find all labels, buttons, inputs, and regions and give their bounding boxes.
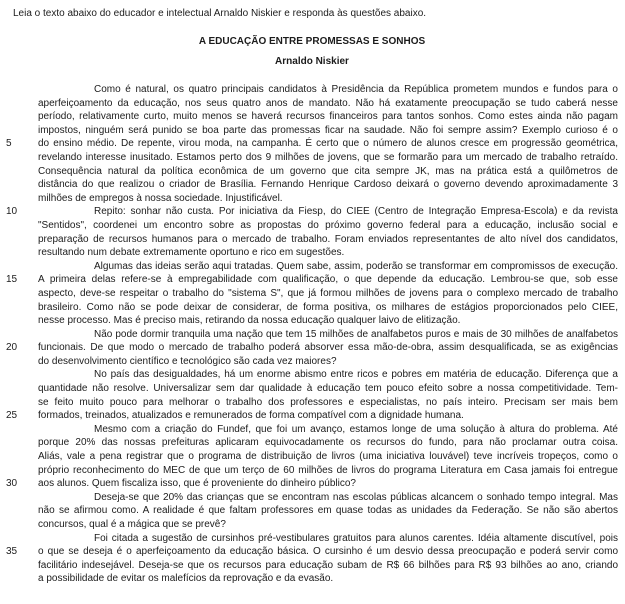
text-line bbox=[6, 192, 618, 206]
line-text bbox=[38, 273, 618, 287]
line-text bbox=[38, 260, 618, 274]
line-text-content: Como é natural, os quatro principais candidatos à Presidência da República prometem mundos e fundos para o bbox=[94, 84, 618, 95]
text-line bbox=[6, 314, 618, 328]
line-text bbox=[38, 518, 618, 532]
text-line bbox=[6, 504, 618, 518]
line-text bbox=[38, 314, 618, 328]
line-text-content: porque 20% das nossas prefeituras aplicaram equivocadamente os recursos do fundo, para não proclamar outra coisa. bbox=[38, 437, 618, 449]
line-number bbox=[6, 301, 38, 315]
text-line bbox=[6, 328, 618, 342]
document-author: Arnaldo Niskier bbox=[275, 56, 349, 67]
text-line bbox=[6, 423, 618, 437]
text-line bbox=[6, 246, 618, 260]
line-text bbox=[38, 382, 618, 396]
line-number bbox=[6, 355, 38, 369]
line-text bbox=[38, 477, 618, 491]
line-text bbox=[38, 110, 618, 124]
line-number: 15 bbox=[6, 274, 18, 286]
document-title: A EDUCAÇÃO ENTRE PROMESSAS E SONHOS bbox=[198, 36, 426, 47]
line-text-content: No país das desigualdades, há um enorme abismo entre ricos e pobres em matéria de educação. Diferença que a bbox=[94, 369, 618, 381]
line-number bbox=[6, 382, 38, 396]
line-text bbox=[38, 532, 618, 546]
line-number: 30 bbox=[6, 478, 18, 490]
text-line bbox=[6, 545, 618, 559]
line-text-content: quantidade não resolve. Universalizar sem dar qualidade à educação tem pouco efeito sobre a nossa competitividade. Tem- bbox=[38, 383, 618, 395]
line-text-content: Aliás, vale a pena registrar que o programa de distribuição de livros (uma iniciativa louvável) teve incríveis tropeços, como o bbox=[38, 451, 618, 463]
line-text bbox=[38, 205, 618, 219]
text-line bbox=[6, 532, 618, 546]
line-number bbox=[6, 178, 38, 192]
line-number bbox=[6, 83, 38, 97]
line-text bbox=[38, 328, 618, 342]
line-text-content: próprio reconhecimento do MEC de que um terço de 60 milhões de livros do programa Literatura em Casa jamais foi entregue bbox=[38, 464, 618, 476]
line-number bbox=[6, 110, 38, 124]
line-number: 5 bbox=[6, 138, 12, 150]
line-text-content: do ensino médio. De repente, virou moda, na campanha. É certo que o número de alunos cresce em progressão geométrica, bbox=[38, 138, 618, 150]
line-number bbox=[6, 260, 38, 274]
text-line bbox=[6, 355, 618, 369]
line-number: 25 bbox=[6, 410, 18, 422]
line-text bbox=[38, 151, 618, 165]
line-text-content: aos alunos. Quem fiscaliza isso, que é proveniente do dinheiro público? bbox=[38, 478, 356, 490]
line-text-content: concursos, qual é a mágica que se prevê? bbox=[38, 519, 226, 530]
text-line bbox=[6, 165, 618, 179]
text-line bbox=[6, 233, 618, 247]
line-text bbox=[38, 124, 618, 138]
line-text bbox=[38, 450, 618, 464]
line-text bbox=[38, 409, 618, 423]
line-text-content: resultando num debate extremamente oportuno e rico em sugestões. bbox=[38, 247, 345, 259]
line-text bbox=[38, 355, 618, 369]
text-line bbox=[6, 450, 618, 464]
line-text bbox=[38, 83, 618, 97]
line-number bbox=[6, 450, 38, 464]
line-text-content: brasileiro. Como não se pode deixar de considerar, de forma positiva, os milhares de estágios proporcionados pelo CIEE, bbox=[38, 301, 618, 313]
line-text bbox=[38, 192, 618, 206]
line-text bbox=[38, 396, 618, 410]
text-line bbox=[6, 559, 618, 573]
text-line bbox=[6, 436, 618, 450]
line-number bbox=[6, 328, 38, 342]
line-number bbox=[6, 464, 38, 478]
text-line bbox=[6, 205, 618, 219]
line-text-content: facilitário indesejável. Deseja-se que os recursos para educação subam de R$ 66 bilhões para R$ 93 bilhões ao ano, criando bbox=[38, 559, 618, 571]
line-number: 35 bbox=[6, 546, 18, 558]
line-text-content: aperfeiçoamento da educação, nos seus quatro anos de mandato. Não há exatamente preocupação se tudo caberá nesse bbox=[38, 97, 618, 109]
text-line bbox=[6, 409, 618, 423]
line-text bbox=[38, 165, 618, 179]
line-text-content: Mesmo com a criação do Fundef, que foi um avanço, estamos longe de uma solução à altura do problema. Até bbox=[94, 423, 618, 435]
line-number: 20 bbox=[6, 342, 18, 354]
text-line bbox=[6, 464, 618, 478]
line-text-content: do desenvolvimento científico e tecnológico são cada vez maiores? bbox=[38, 355, 337, 367]
text-line bbox=[6, 477, 618, 491]
line-number bbox=[6, 233, 38, 247]
line-text bbox=[38, 572, 618, 586]
text-line bbox=[6, 572, 618, 586]
line-text bbox=[38, 97, 618, 111]
text-body bbox=[6, 83, 618, 586]
line-text-content: aspecto, deve-se respeitar o trabalho do "sistema S", que já formou milhões de jovens para o complexo mercado de trabalho bbox=[38, 287, 618, 299]
text-line bbox=[6, 137, 618, 151]
line-text-content: a possibilidade de evitar os malefícios da reprovação e da evasão. bbox=[38, 573, 334, 585]
line-number bbox=[6, 518, 38, 532]
line-text bbox=[38, 219, 618, 233]
line-number bbox=[6, 559, 38, 573]
line-text bbox=[38, 233, 618, 247]
line-text bbox=[38, 301, 618, 315]
line-text-content: impostos, ninguém será punido se boa parte das promessas ficar na saudade. Não foi sempre assim? Exemplo curioso é o bbox=[38, 124, 618, 136]
line-text-content: não se afirmou como. A realidade é que faltam professores em quase todas as unidades da Federação. Se não são abertos bbox=[38, 505, 618, 517]
line-text-content: nesse processo. Mas é preciso mais, retirando da nossa educação qualquer laivo de elitização. bbox=[38, 315, 461, 327]
line-number bbox=[6, 124, 38, 138]
text-line bbox=[6, 151, 618, 165]
text-line bbox=[6, 260, 618, 274]
line-text-content: Foi citada a sugestão de cursinhos pré-vestibulares gratuitos para alunos carentes. Idéia altamente discutível, pois bbox=[94, 532, 618, 544]
text-line bbox=[6, 97, 618, 111]
line-number bbox=[6, 504, 38, 518]
text-line bbox=[6, 273, 618, 287]
text-line bbox=[6, 301, 618, 315]
line-text bbox=[38, 368, 618, 382]
instruction-text: Leia o texto abaixo do educador e intelectual Arnaldo Niskier e responda às questões abaixo. bbox=[13, 8, 427, 19]
text-line bbox=[6, 368, 618, 382]
line-text bbox=[38, 504, 618, 518]
line-text-content: Algumas das ideias serão aqui tratadas. Quem sabe, assim, poderão se transformar em compromissos de execução. bbox=[94, 260, 618, 272]
line-text-content: Deseja-se que 20% das crianças que se encontram nas escolas públicas alcancem o sonhado tempo integral. Mas bbox=[94, 491, 618, 503]
text-line bbox=[6, 178, 618, 192]
line-text-content: período, relativamente curto, muito menos se haverá recursos financeiros para tantos sonhos. Como estes ainda não pagam bbox=[38, 111, 618, 123]
line-text bbox=[38, 423, 618, 437]
text-line bbox=[6, 491, 618, 505]
line-number bbox=[6, 572, 38, 586]
line-text-content: o que se deseja é o aperfeiçoamento da educação básica. O cursinho é um desvio dessa preocupação e poderá servir como bbox=[38, 546, 618, 558]
text-line bbox=[6, 396, 618, 410]
text-line bbox=[6, 219, 618, 233]
line-text-content: "Sentidos", coordenei um encontro sobre as propostas do próximo governo federal para a educação, inclusão social e bbox=[38, 219, 618, 231]
line-number bbox=[6, 314, 38, 328]
line-number bbox=[6, 97, 38, 111]
text-line bbox=[6, 382, 618, 396]
line-text-content: A primeira delas refere-se à empregabilidade com qualificação, o que depende da educação. Lembrou-se que, sob esse bbox=[38, 274, 618, 286]
line-text bbox=[38, 178, 618, 192]
line-text bbox=[38, 436, 618, 450]
line-text-content: se feito muito pouco para melhorar o trabalho dos professores e especialistas, no país inteiro. Precisam ser mais bem bbox=[38, 396, 618, 408]
text-line bbox=[6, 83, 618, 97]
line-number bbox=[6, 423, 38, 437]
line-number bbox=[6, 491, 38, 505]
line-number bbox=[6, 151, 38, 165]
line-text-content: milhões de empregos à nossa sociedade. Injustificável. bbox=[38, 192, 283, 204]
line-number bbox=[6, 246, 38, 260]
text-line bbox=[6, 110, 618, 124]
line-number bbox=[6, 192, 38, 206]
line-text-content: preparação de recursos humanos para o mercado de trabalho. Foram enviados representantes de alto nível dos candidatos, bbox=[38, 233, 618, 245]
line-text-content: Consequência natural da política econômica de um governo que cita sempre JK, mas na prática está a quilômetros de bbox=[38, 165, 618, 177]
text-line bbox=[6, 518, 618, 532]
line-text bbox=[38, 246, 618, 260]
line-text-content: formados, treinados, atualizados e remunerados de forma compatível com a dignidade humana. bbox=[38, 410, 464, 422]
text-line bbox=[6, 341, 618, 355]
line-number: 10 bbox=[6, 206, 18, 218]
line-text bbox=[38, 545, 618, 559]
line-number bbox=[6, 532, 38, 546]
line-text-content: Repito: sonhar não custa. Por iniciativa da Fiesp, do CIEE (Centro de Integração Empresa-Escola) e da revista bbox=[94, 206, 618, 218]
line-number bbox=[6, 368, 38, 382]
line-text bbox=[38, 491, 618, 505]
text-line bbox=[6, 287, 618, 301]
line-number bbox=[6, 219, 38, 233]
text-line bbox=[6, 124, 618, 138]
line-text bbox=[38, 341, 618, 355]
line-text bbox=[38, 559, 618, 573]
line-text-content: funcionais. De que modo o mercado de trabalho poderá absorver essa mão-de-obra, assim desqualificada, se as exigências bbox=[38, 342, 618, 354]
line-text-content: Não pode dormir tranquila uma nação que tem 15 milhões de analfabetos puros e mais de 30 milhões de analfabetos bbox=[94, 328, 618, 340]
line-text bbox=[38, 287, 618, 301]
line-text-content: distância do que realizou o criador de Brasília. Fernando Henrique Cardoso deixará o governo devendo aproximadamente 3 bbox=[38, 179, 618, 191]
line-text-content: revelando interesse inusitado. Estamos perto dos 9 milhões de jovens, que se formarão para um mercado de trabalho retraído. bbox=[38, 151, 618, 163]
line-number bbox=[6, 436, 38, 450]
line-number bbox=[6, 396, 38, 410]
line-number bbox=[6, 287, 38, 301]
line-number bbox=[6, 165, 38, 179]
line-text bbox=[38, 137, 618, 151]
line-text bbox=[38, 464, 618, 478]
